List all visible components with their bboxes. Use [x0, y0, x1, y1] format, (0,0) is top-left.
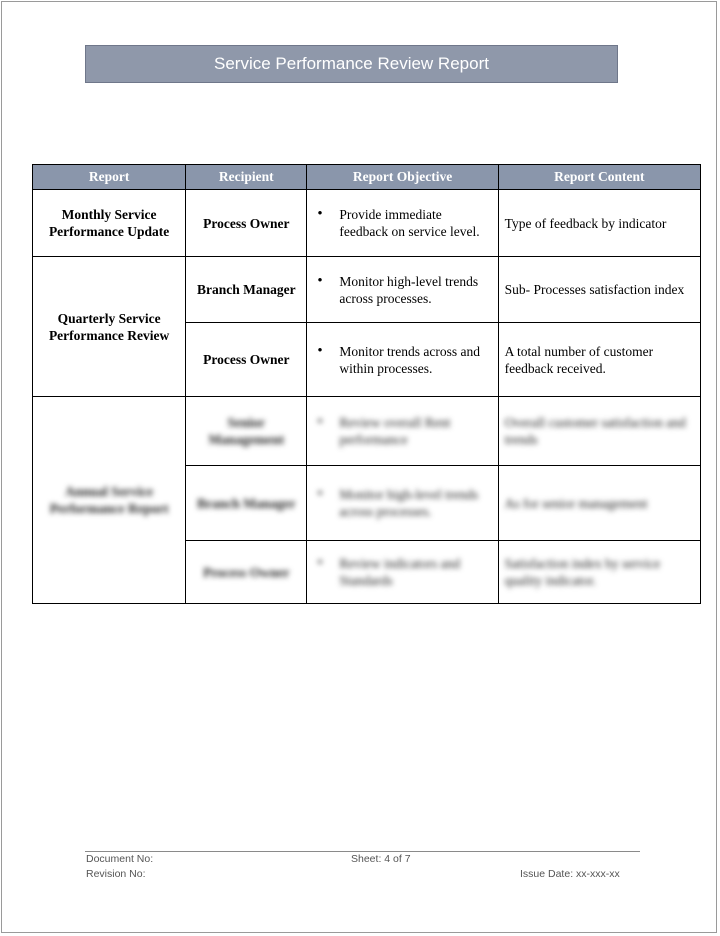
header-objective: Report Objective — [307, 165, 498, 190]
footer-sheet: Sheet: 4 of 7 — [351, 853, 411, 865]
table-header-row — [33, 165, 701, 190]
objective-cell — [307, 541, 498, 604]
recipient: Senior Management — [186, 397, 307, 466]
objective-cell — [307, 323, 498, 397]
table-row — [33, 397, 701, 466]
content-cell: Type of feedback by indicator — [498, 190, 700, 257]
report-name: Annual Service Performance Report — [33, 397, 186, 604]
objective-cell — [307, 466, 498, 541]
report-table — [32, 164, 701, 604]
objective-bullet: • Review indicators and Standards — [331, 555, 491, 589]
objective-cell — [307, 257, 498, 323]
table-row — [33, 190, 701, 257]
header-recipient: Recipient — [186, 165, 307, 190]
objective-cell — [307, 397, 498, 466]
content-cell: A total number of customer feedback received. — [498, 323, 700, 397]
document-title — [85, 45, 618, 83]
footer-revision-no: Revision No: — [86, 868, 146, 880]
recipient: Branch Manager — [186, 466, 307, 541]
content-cell: Satisfaction index by service quality indicator. — [498, 541, 700, 604]
footer-divider — [85, 851, 640, 852]
objective-bullet: • Monitor high-level trends across processes. — [331, 273, 491, 307]
table-row — [33, 257, 701, 323]
recipient: Process Owner — [186, 323, 307, 397]
report-name: Monthly Service Performance Update — [33, 190, 186, 257]
recipient: Process Owner — [186, 541, 307, 604]
objective-bullet: • Provide immediate feedback on service level. — [331, 206, 491, 240]
footer-document-no: Document No: — [86, 853, 154, 865]
recipient: Branch Manager — [186, 257, 307, 323]
content-cell: Sub- Processes satisfaction index — [498, 257, 700, 323]
objective-bullet: • Review overall Rent performance — [331, 414, 491, 448]
header-report: Report — [33, 165, 186, 190]
report-name: Quarterly Service Performance Review — [33, 257, 186, 397]
content-cell: As for senior management — [498, 466, 700, 541]
footer-issue-date: Issue Date: xx-xxx-xx — [520, 868, 620, 880]
objective-bullet: • Monitor trends across and within processes. — [331, 343, 491, 377]
document-title-text: Service Performance Review Report — [214, 54, 489, 73]
header-content: Report Content — [498, 165, 700, 190]
objective-cell — [307, 190, 498, 257]
recipient: Process Owner — [186, 190, 307, 257]
objective-bullet: • Monitor high-level trends across processes. — [331, 486, 491, 520]
content-cell: Overall customer satisfaction and trends — [498, 397, 700, 466]
